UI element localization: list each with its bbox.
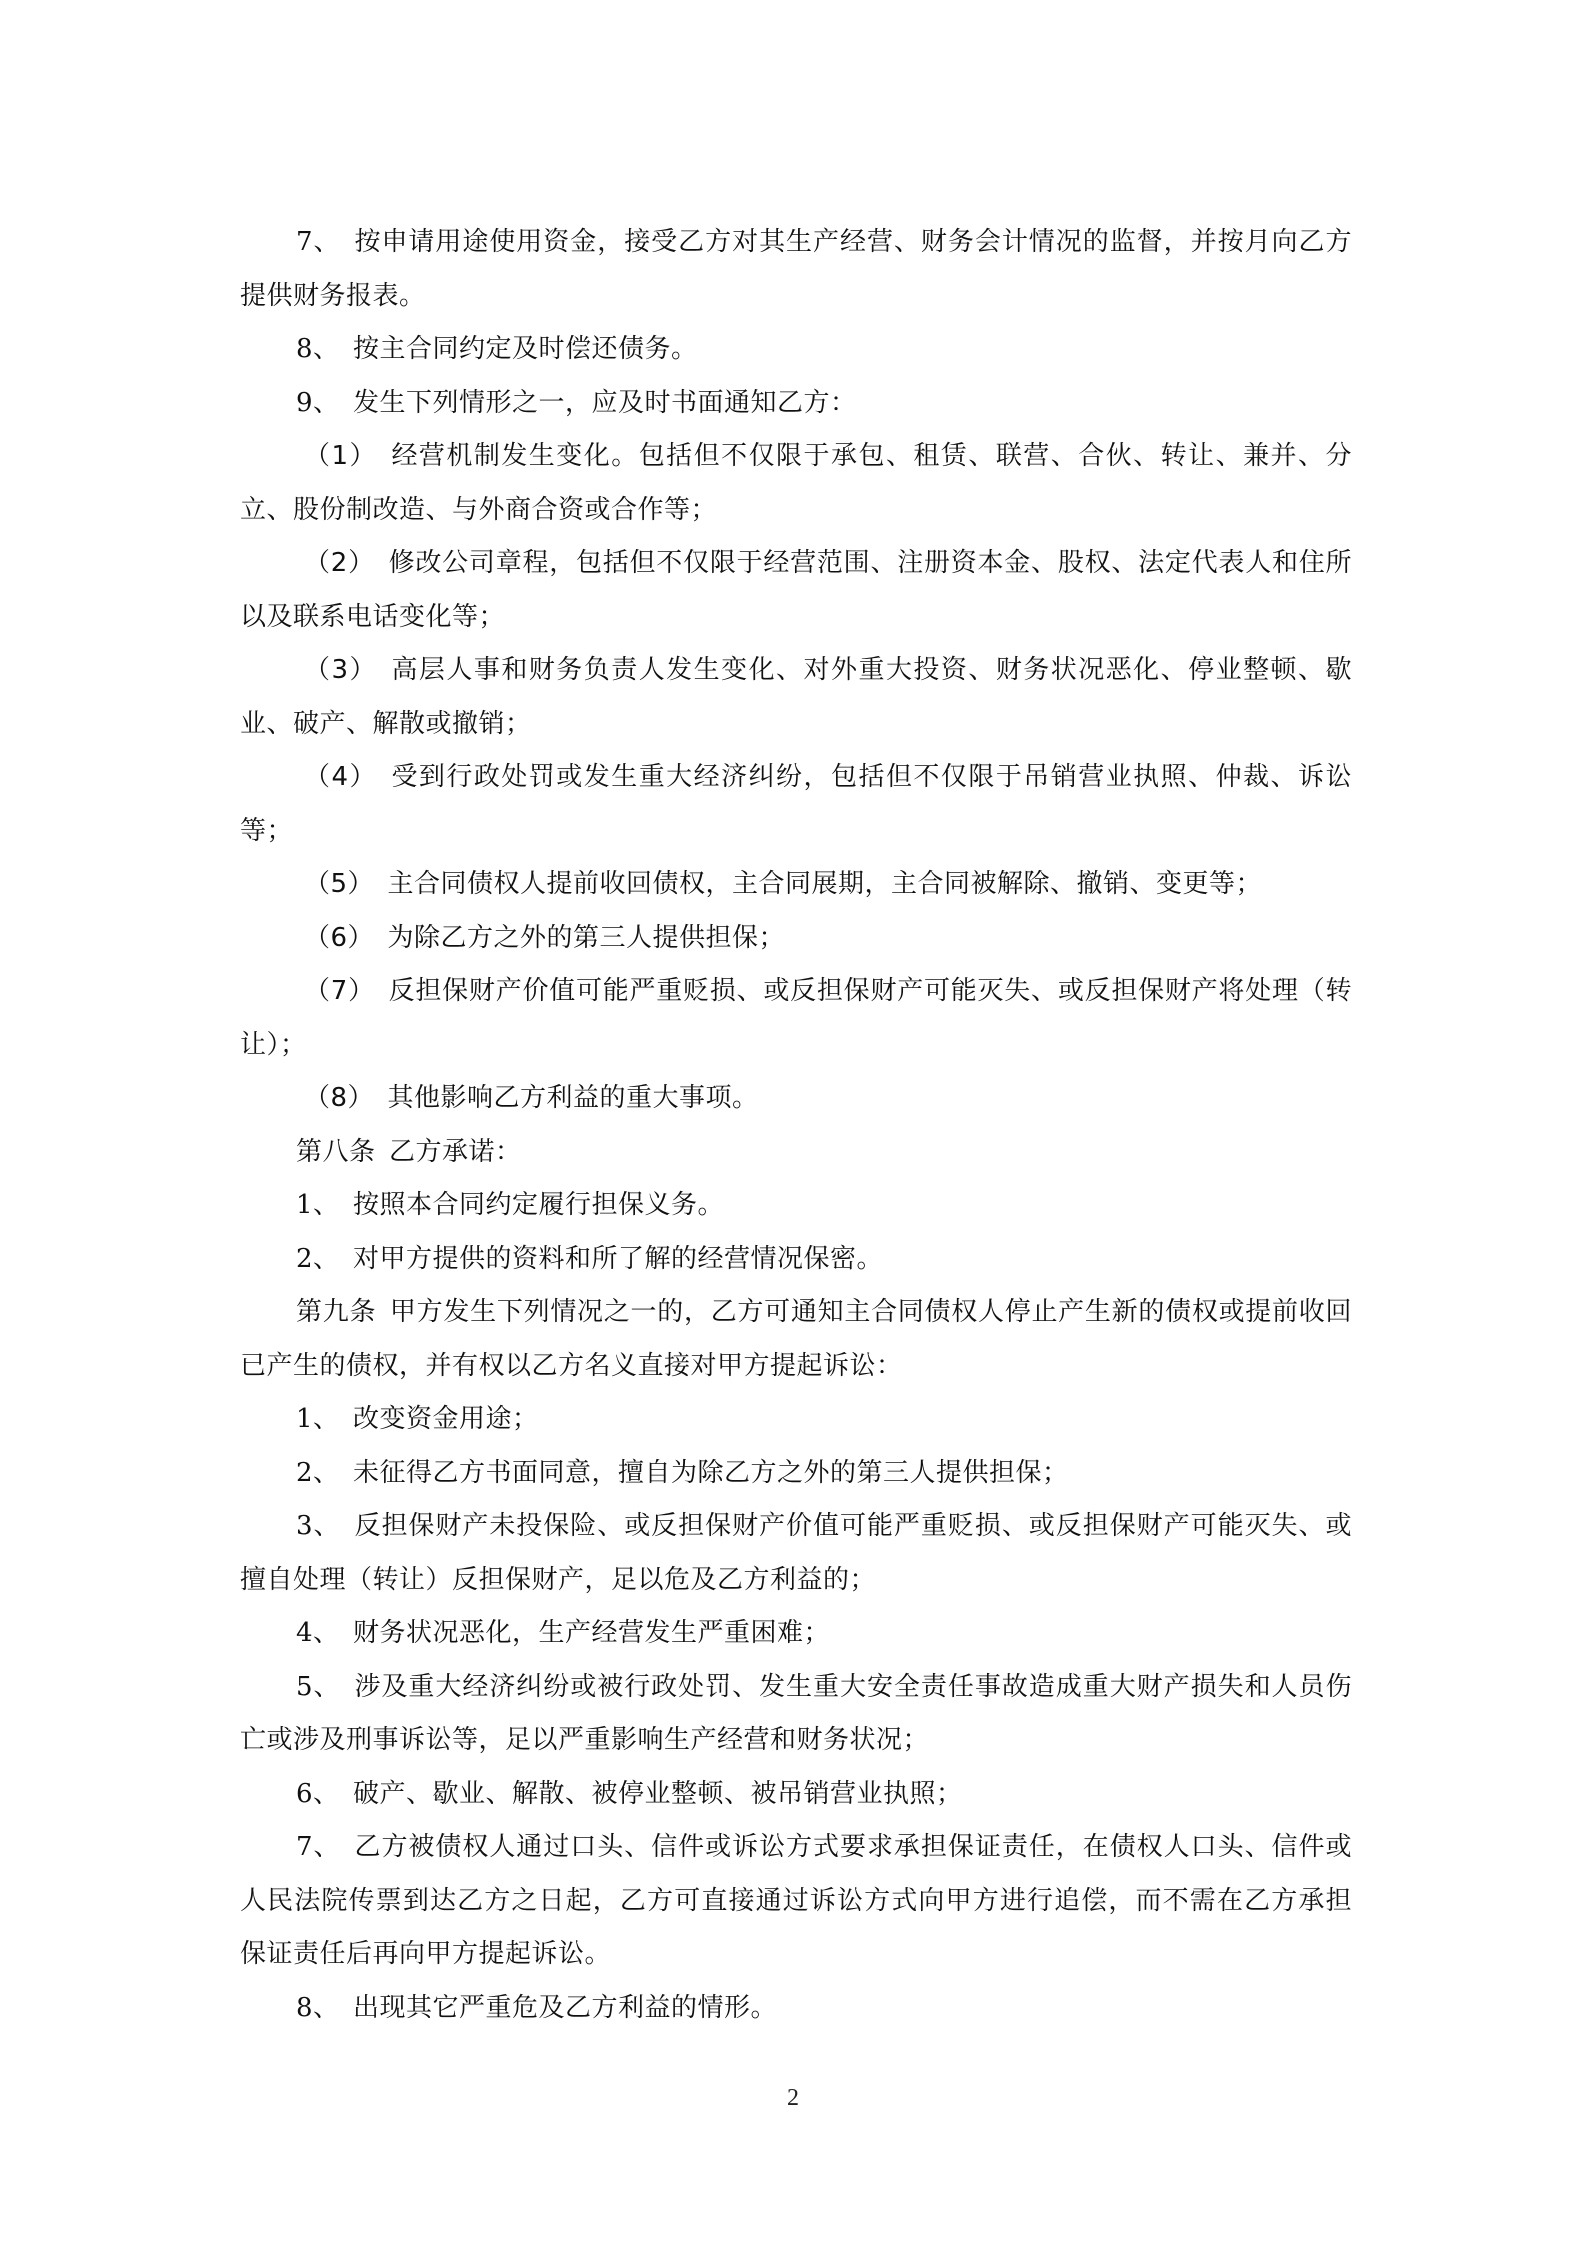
paragraph-text: 财务状况恶化，生产经营发生严重困难； [353,1618,831,1648]
paragraph-text: 按照本合同约定履行担保义务。 [353,1190,725,1220]
paragraph-mark: 9、 [296,387,340,418]
paragraph-mark: 2、 [296,1457,340,1488]
paragraph-text: 改变资金用途； [353,1404,539,1434]
paragraph [240,537,1352,644]
paragraph-text: 乙方承诺： [389,1136,522,1167]
paragraph-mark: 7、 [296,1832,341,1862]
paragraph [240,751,1352,858]
article-number: 第八条 [296,1136,376,1167]
paragraph [240,644,1352,751]
paragraph-text: 经营机制发生变化。包括但不仅限于承包、租赁、联营、合伙、转让、兼并、分立、股份制改造、与外商合资或合作等； [240,441,1352,525]
paragraph-mark: （4） [304,762,377,792]
paragraph [240,965,1352,1072]
paragraph-text: 甲方发生下列情况之一的，乙方可通知主合同债权人停止产生新的债权或提前收回已产生的债权，并有权以乙方名义直接对甲方提起诉讼： [240,1297,1352,1381]
paragraph-text: 受到行政处罚或发生重大经济纠纷，包括但不仅限于吊销营业执照、仲裁、诉讼等； [240,762,1352,846]
paragraph-text: 修改公司章程，包括但不仅限于经营范围、注册资本金、股权、法定代表人和住所以及联系电话变化等； [240,548,1352,632]
paragraph [240,1607,1352,1661]
paragraph-mark: 2、 [296,1243,340,1274]
paragraph-mark: （1） [304,441,377,471]
paragraph [240,1072,1352,1126]
paragraph [240,1233,1352,1287]
paragraph-mark: 1、 [296,1404,340,1434]
paragraph [240,1661,1352,1768]
paragraph-text: 乙方被债权人通过口头、信件或诉讼方式要求承担保证责任，在债权人口头、信件或人民法院传票到达乙方之日起，乙方可直接通过诉讼方式向甲方进行追偿，而不需在乙方承担保证责任后再向甲方提起诉讼。 [240,1832,1352,1969]
paragraph-mark: 8、 [296,1992,340,2023]
paragraph-mark: 8、 [296,334,340,364]
paragraph-text: 对甲方提供的资料和所了解的经营情况保密。 [353,1243,884,1274]
paragraph [240,216,1352,323]
paragraph-text: 其他影响乙方利益的重大事项。 [387,1083,759,1113]
paragraph-mark: （8） [304,1083,375,1113]
paragraph [240,1982,1352,2036]
paragraph-mark: （5） [304,869,375,899]
paragraph-mark: （6） [304,922,375,953]
document-body [240,216,1352,2035]
paragraph-text: 高层人事和财务负责人发生变化、对外重大投资、财务状况恶化、停业整顿、歇业、破产、解散或撤销； [240,655,1352,739]
paragraph [240,1768,1352,1822]
paragraph-mark: 1、 [296,1190,340,1220]
paragraph-mark: 5、 [296,1671,341,1702]
paragraph-text: 涉及重大经济纠纷或被行政处罚、发生重大安全责任事故造成重大财产损失和人员伤亡或涉及刑事诉讼等，足以严重影响生产经营和财务状况； [240,1671,1352,1755]
article-heading [240,1126,1352,1180]
paragraph [240,1179,1352,1233]
paragraph [240,1821,1352,1982]
paragraph [240,377,1352,431]
article-heading [240,1286,1352,1393]
paragraph-mark: 6、 [296,1778,340,1809]
paragraph [240,912,1352,966]
paragraph-mark: （2） [304,548,375,578]
page-number: 2 [787,2085,799,2111]
paragraph-mark: 7、 [296,227,341,257]
paragraph [240,430,1352,537]
paragraph-text: 未征得乙方书面同意，擅自为除乙方之外的第三人提供担保； [353,1457,1069,1488]
paragraph-text: 为除乙方之外的第三人提供担保； [387,922,786,953]
paragraph-mark: 4、 [296,1618,340,1648]
paragraph-mark: 3、 [296,1511,341,1541]
paragraph-text: 反担保财产未投保险、或反担保财产价值可能严重贬损、或反担保财产可能灭失、或擅自处理（转让）反担保财产，足以危及乙方利益的； [240,1511,1352,1595]
paragraph [240,1500,1352,1607]
paragraph-text: 出现其它严重危及乙方利益的情形。 [353,1992,778,2023]
paragraph-mark: （3） [304,655,377,685]
paragraph-text: 主合同债权人提前收回债权，主合同展期，主合同被解除、撤销、变更等； [387,869,1263,899]
paragraph [240,1447,1352,1501]
paragraph-mark: （7） [304,976,375,1006]
paragraph-text: 发生下列情形之一，应及时书面通知乙方： [353,387,857,418]
paragraph [240,858,1352,912]
paragraph [240,1393,1352,1447]
paragraph-text: 按主合同约定及时偿还债务。 [353,334,698,364]
article-number: 第九条 [296,1297,377,1327]
paragraph-text: 按申请用途使用资金，接受乙方对其生产经营、财务会计情况的监督，并按月向乙方提供财务报表。 [240,227,1352,311]
paragraph-text: 反担保财产价值可能严重贬损、或反担保财产可能灭失、或反担保财产将处理（转让）； [240,976,1352,1060]
paragraph-text: 破产、歇业、解散、被停业整顿、被吊销营业执照； [353,1778,963,1809]
paragraph [240,323,1352,377]
